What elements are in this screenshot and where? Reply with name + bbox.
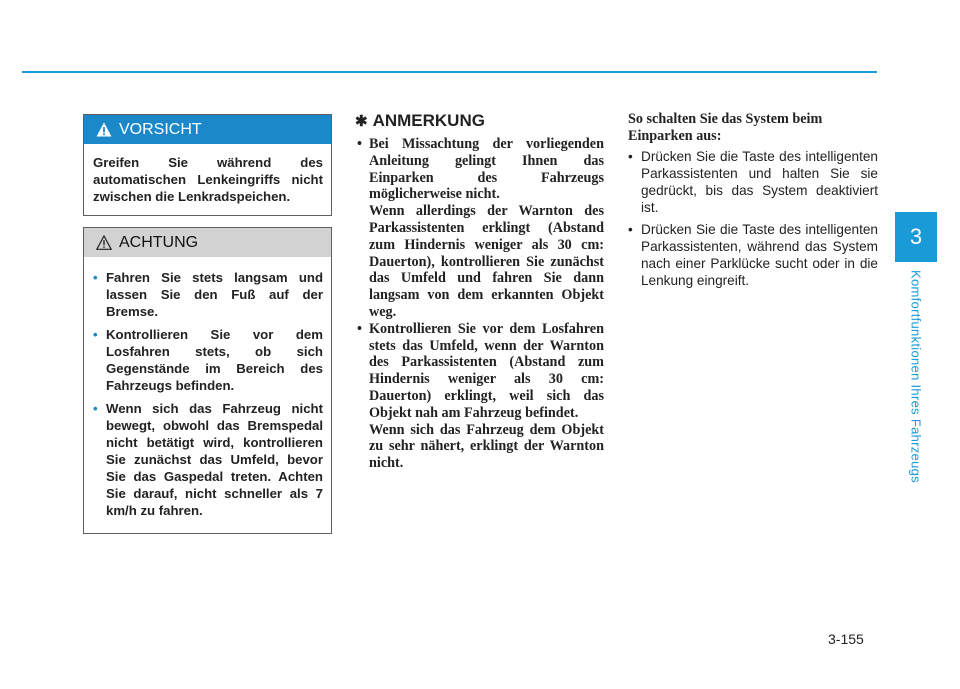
achtung-body [84,257,331,533]
list-item: • Drücken Sie die Taste des intelligenten Parkassistenten und halten Sie sie gedrückt, bis das System deaktiviert ist. [628,149,878,215]
anmerkung-heading [355,111,485,131]
achtung-title: ACHTUNG [119,233,199,251]
top-rule [22,71,877,73]
vorsicht-header [84,115,331,144]
list-item: • Bei Missachtung der vorliegenden Anleitung gelingt Ihnen das Einparken des Fahrzeugs möglicherweise nicht. Wenn allerdings der Warnton des Parkassistenten erklingt (Abstand zum Hindernis weniger als 30 cm: Dauerton), kontrollieren Sie zunächst das Umfeld und fahren Sie dann langsam von dem erkannten Objekt weg. [357,136,604,320]
anmerkung-title: ANMERKUNG [372,111,485,130]
anmerkung-list [355,136,604,472]
vorsicht-box [83,114,332,216]
list-item: • Kontrollieren Sie vor dem Losfahren stets, ob sich Gegenstände im Bereich des Fahrzeugs befinden. [93,327,323,393]
list-item: • Kontrollieren Sie vor dem Losfahren stets das Umfeld, wenn der Warnton des Parkassistenten (Abstand zum Hindernis weniger als 30 cm: Dauerton) erklingt, weil sich das Objekt nah am Fahrzeug befindet. Wenn sich das Fahrzeug dem Objekt zu sehr nähert, erklingt der Warnton nicht. [357,320,604,472]
chapter-number: 3 [909,224,923,249]
chapter-label: Komfortfunktionen Ihres Fahrzeugs [908,270,924,483]
page-number: 3-155 [828,631,864,647]
achtung-list [93,269,323,519]
list-item: • Fahren Sie stets langsam und lassen Sie den Fuß auf der Bremse. [93,270,323,319]
list-item: • Drücken Sie die Taste des intelligenten Parkassistenten, während das System nach einer Parklücke sucht oder in die Lenkung eingreift. [628,222,878,288]
system-off-heading: So schalten Sie das System beim Einparken aus: [628,111,823,144]
achtung-box [83,227,332,534]
system-off-list [628,148,878,294]
list-item: • Wenn sich das Fahrzeug nicht bewegt, obwohl das Bremspedal nicht betätigt wird, kontrollieren Sie zunächst das Umfeld, bevor Sie das Gaspedal treten. Achten Sie darauf, nicht schneller als 7 km/h zu fahren. [93,401,323,518]
vorsicht-text: Greifen Sie während des automatischen Lenkeingriffs nicht zwischen die Lenkradspeichen. [93,155,323,204]
asterisk-icon: ✱ [355,113,368,130]
warning-triangle-icon [96,122,112,137]
vorsicht-title: VORSICHT [119,120,202,138]
warning-triangle-icon [96,235,112,250]
achtung-header [84,228,331,257]
chapter-tab [895,212,937,262]
